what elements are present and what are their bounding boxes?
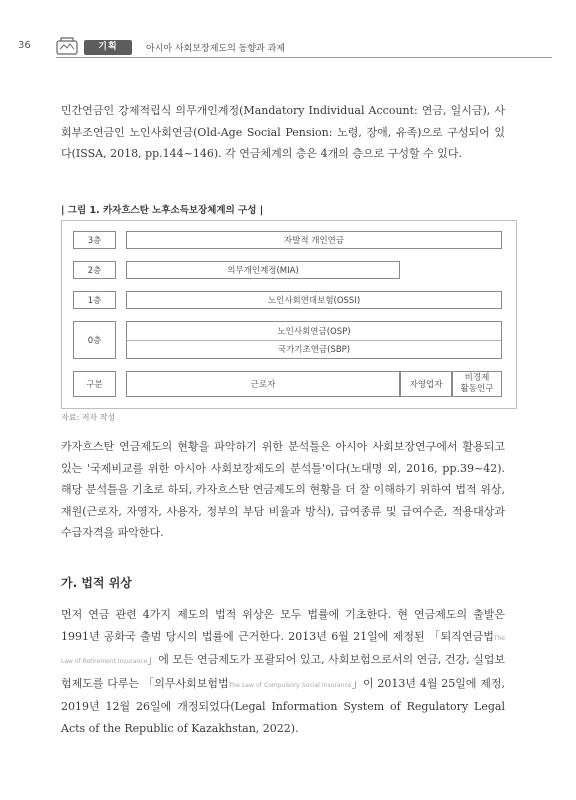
law-english-note-1: The Law of Retirement Insurance	[61, 634, 505, 666]
figure-source: 자료: 저자 작성	[61, 413, 116, 422]
body-paragraph-3	[61, 604, 505, 740]
tier3-label: 3층	[73, 231, 116, 249]
category-inactive-line1: 비경제	[464, 373, 490, 383]
law-english-note-2: The Law of Compulsory Social Insurance	[228, 681, 352, 689]
tier0-content	[126, 321, 502, 359]
category-inactive-line2: 활동인구	[460, 384, 494, 394]
section-subheading: 가. 법적 위상	[61, 576, 132, 590]
paragraph3-part2: 」에 모든 연금제도가 포괄되어 있고, 사회보험으로서의 연금, 건강, 실업보험제도를 다루는 「의무사회보험법	[61, 653, 505, 690]
tier2-label: 2층	[73, 261, 116, 279]
page-number: 36	[18, 40, 31, 51]
body-paragraph-2: 카자흐스탄 연금제도의 현황을 파악하기 위한 분석틀은 아시아 사회보장연구에서 활용되고 있는 '국제비교를 위한 아시아 사회보장제도의 분석틀'이다(노대명 외, 2016, pp.39~42). 해당 분석틀을 기초로 하되, 카자흐스탄 연금제도의 현황을 더 잘 이해하기 위하여 법적 위상, 재원(근로자, 자영자, 사용자, 정부의 부담 비율과 방식), 급여종류 및 급여수준, 적용대상과 수급자격을 파악한다.	[61, 440, 505, 540]
tier1-content: 노인사회연대보험(OSSI)	[126, 291, 502, 309]
series-title: 아시아 사회보장제도의 동향과 과제	[146, 44, 285, 54]
category-self-employed: 자영업자	[400, 371, 452, 397]
page-header	[18, 36, 552, 58]
section-badge: 기획	[84, 40, 132, 55]
tier1-label: 1층	[73, 291, 116, 309]
category-inactive	[452, 371, 502, 397]
body-paragraph-1: 민간연금인 강제적립식 의무개인계정(Mandatory Individual Account: 연금, 일시금), 사회부조연금인 노인사회연금(Old-Age Social Pension: 노령, 장애, 유족)으로 구성되어 있다(ISSA, 2018, pp.144~146). 각 연금체계의 층은 4개의 층으로 구성할 수 있다.	[61, 104, 505, 161]
tier0-divider	[127, 340, 501, 341]
tier2-content: 의무개인계정(MIA)	[126, 261, 400, 279]
journal-logo-icon	[56, 37, 78, 55]
tier3-content: 자발적 개인연금	[126, 231, 502, 249]
header-divider	[56, 57, 552, 58]
category-label: 구분	[73, 371, 116, 397]
category-workers: 근로자	[126, 371, 400, 397]
figure-pension-structure	[61, 220, 517, 409]
figure-caption: | 그림 1. 카자흐스탄 노후소득보장체계의 구성 |	[61, 205, 264, 216]
paragraph3-part1: 먼저 연금 관련 4가지 제도의 법적 위상은 모두 법률에 기초한다. 현 연금제도의 출발은 1991년 공화국 출범 당시의 법률에 근거한다. 2013년 6월 21일에 제정된 「퇴직연금법	[61, 608, 505, 643]
tier0-osp: 노인사회연금(OSP)	[277, 327, 351, 337]
paragraph3-part3: 」이 2013년 4월 25일에 제정, 2019년 12월 26일에 개정되었다(Legal Information System of Regulatory Legal Acts of the Republic of Kazakhstan, 2022).	[61, 676, 505, 735]
tier0-sbp: 국가기초연금(SBP)	[277, 345, 351, 355]
tier0-label: 0층	[73, 321, 116, 359]
